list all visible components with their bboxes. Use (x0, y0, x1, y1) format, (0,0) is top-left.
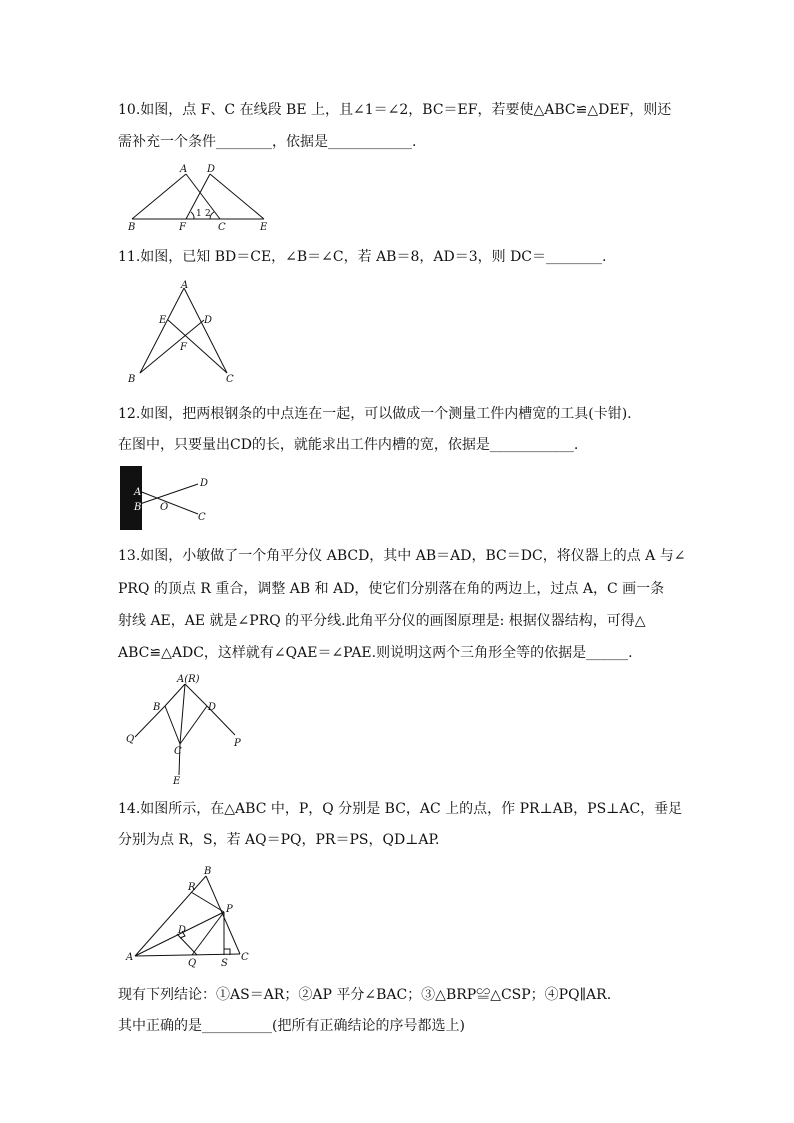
svg-text:P: P (234, 738, 241, 749)
svg-text:D: D (204, 315, 213, 326)
svg-text:S: S (221, 958, 228, 969)
p13-line-2: PRQ 的顶点 R 重合，调整 AB 和 AD，使它们分别落在角的两边上，过点 A，C 画一条 (118, 581, 665, 597)
svg-text:F: F (179, 222, 186, 233)
svg-text:A(R): A(R) (177, 674, 200, 685)
svg-text:2: 2 (205, 209, 211, 219)
p14-line-2: 分别为点 R，S，若 AQ＝PQ，PR＝PS，QD⊥AP. (118, 832, 440, 848)
svg-text:C: C (198, 512, 206, 523)
svg-text:D: D (208, 702, 217, 713)
p10-figure (122, 160, 282, 234)
svg-text:D: D (207, 164, 216, 175)
svg-text:A: A (134, 487, 142, 498)
p13-line-1: 13.如图，小敏做了一个角平分仪 ABCD，其中 AB＝AD，BC＝DC，将仪器上的点 A 与∠ (118, 548, 686, 564)
svg-text:Q: Q (188, 958, 197, 969)
p14-line-1: 14.如图所示，在△ABC 中，P，Q 分别是 BC，AC 上的点，作 PR⊥AB，PS⊥AC，垂足 (118, 801, 683, 817)
p14-conclusions: 现有下列结论：①AS＝AR；②AP 平分∠BAC；③△BRP≌△CSP；④PQ∥AR. (118, 987, 612, 1003)
svg-text:B: B (128, 222, 136, 233)
svg-text:C: C (241, 952, 249, 963)
svg-text:E: E (159, 315, 167, 326)
svg-text:C: C (174, 746, 182, 757)
svg-text:C: C (226, 374, 234, 385)
p11-line-1: 11.如图，已知 BD＝CE，∠B＝∠C，若 AB＝8，AD＝3，则 DC＝________. (118, 249, 607, 265)
svg-text:D: D (178, 925, 187, 936)
svg-text:B: B (134, 502, 142, 513)
svg-text:A: A (181, 280, 189, 291)
svg-text:D: D (200, 478, 209, 489)
svg-text:O: O (160, 502, 169, 513)
p13-line-4: ABC≌△ADC，这样就有∠QAE＝∠PAE.则说明这两个三角形全等的依据是______. (118, 645, 633, 661)
p13-line-3: 射线 AE，AE 就是∠PRQ 的平分线.此角平分仪的画图原理是: 根据仪器结构，可得△ (118, 613, 646, 629)
p12-line-2: 在图中，只要量出CD的长，就能求出工件内槽的宽，依据是____________. (118, 437, 579, 453)
svg-text:C: C (218, 222, 226, 233)
svg-text:B: B (153, 702, 161, 713)
svg-text:E: E (260, 222, 268, 233)
svg-text:B: B (128, 374, 136, 385)
p12-line-1: 12.如图，把两根钢条的中点连在一起，可以做成一个测量工件内槽宽的工具(卡钳). (118, 406, 632, 422)
p10-line-1: 10.如图，点 F、C 在线段 BE 上，且∠1＝∠2，BC＝EF，若要使△ABC≌△DEF，则还 (118, 102, 672, 118)
p14-question: 其中正确的是__________(把所有正确结论的序号都选上) (118, 1018, 465, 1034)
svg-text:E: E (173, 776, 181, 787)
svg-text:Q: Q (126, 734, 135, 745)
p14-figure (122, 862, 262, 974)
p11-figure (122, 278, 242, 388)
p12-figure (118, 464, 218, 532)
svg-text:A: A (126, 952, 134, 963)
p10-line-2: 需补充一个条件________，依据是____________. (118, 134, 417, 150)
svg-text:P: P (226, 904, 233, 915)
p13-figure (122, 672, 252, 787)
svg-text:F: F (180, 342, 187, 353)
svg-text:1: 1 (196, 209, 202, 219)
svg-text:A: A (180, 164, 188, 175)
svg-text:B: B (204, 866, 212, 877)
svg-text:R: R (188, 882, 196, 893)
